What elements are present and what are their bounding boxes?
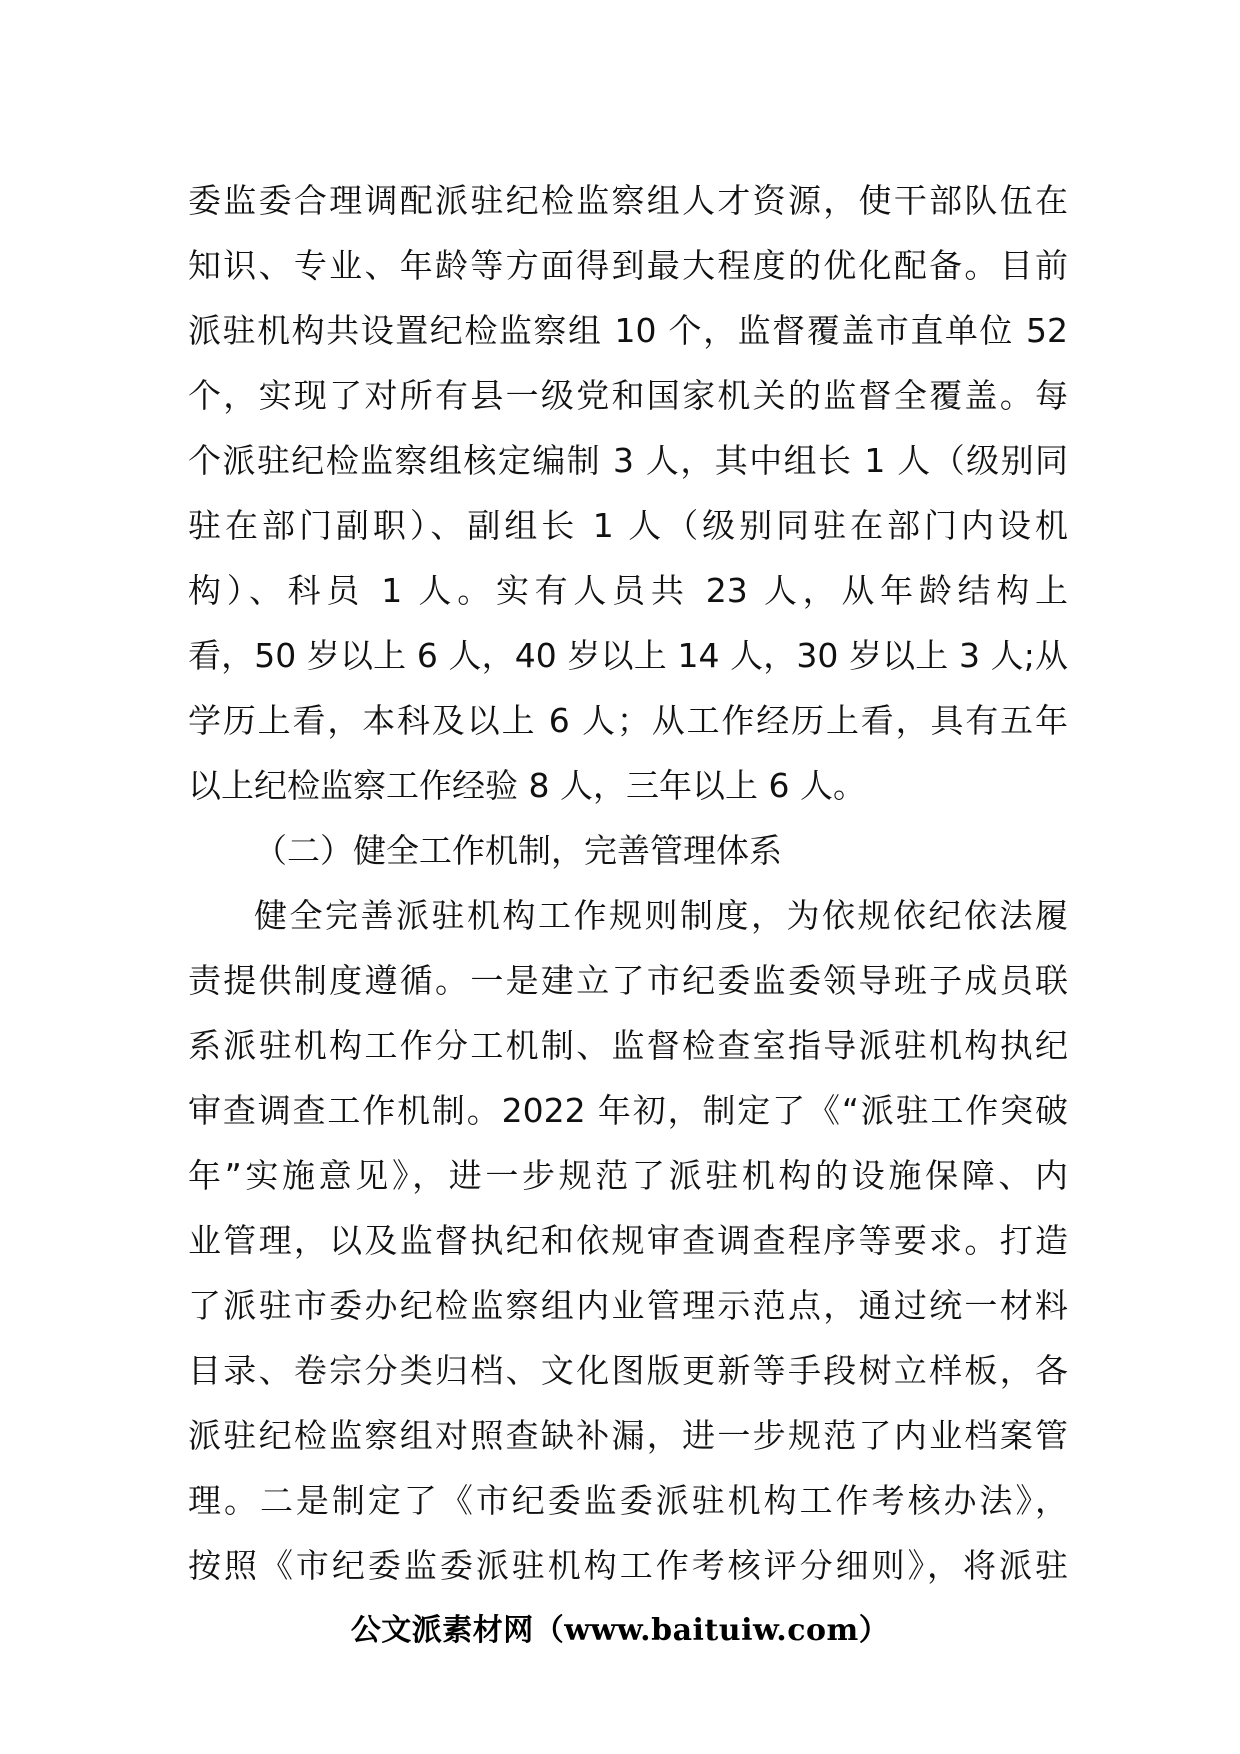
text-line: 个派驻纪检监察组核定编制 3 人，其中组长 1 人（级别同 (188, 441, 1068, 480)
text-line: 以上纪检监察工作经验 8 人，三年以上 6 人。 (188, 766, 866, 805)
text-line: 系派驻机构工作分工机制、监督检查室指导派驻机构执纪 (188, 1026, 1068, 1065)
text-line: 按照《市纪委监委派驻机构工作考核评分细则》，将派驻 (188, 1546, 1068, 1585)
footer-watermark: 公文派素材网（www.baituiw.com） (350, 1613, 890, 1648)
text-line: 责提供制度遵循。一是建立了市纪委监委领导班子成员联 (188, 961, 1068, 1000)
text-line: 健全完善派驻机构工作规则制度，为依规依纪依法履 (254, 896, 1068, 935)
text-line: 年”实施意见》，进一步规范了派驻机构的设施保障、内 (188, 1156, 1068, 1195)
text-line: 知识、专业、年龄等方面得到最大程度的优化配备。目前 (188, 246, 1068, 285)
text-line: 驻在部门副职）、副组长 1 人（级别同驻在部门内设机 (188, 506, 1068, 545)
text-line: 业管理，以及监督执纪和依规审查调查程序等要求。打造 (188, 1221, 1068, 1260)
text-line: 构）、科员 1 人。实有人员共 23 人，从年龄结构上 (188, 571, 1068, 610)
section-heading: （二）健全工作机制，完善管理体系 (254, 831, 782, 870)
text-line: 审查调查工作机制。2022 年初，制定了《“派驻工作突破 (188, 1091, 1068, 1130)
text-line: 了派驻市委办纪检监察组内业管理示范点，通过统一材料 (188, 1286, 1068, 1325)
text-line: 目录、卷宗分类归档、文化图版更新等手段树立样板，各 (188, 1351, 1068, 1390)
text-line: 委监委合理调配派驻纪检监察组人才资源，使干部队伍在 (188, 181, 1068, 220)
text-line: 理。二是制定了《市纪委监委派驻机构工作考核办法》， (188, 1481, 1068, 1520)
document-body (188, 168, 1068, 1598)
text-line: 派驻机构共设置纪检监察组 10 个，监督覆盖市直单位 52 (188, 311, 1068, 350)
text-line: 派驻纪检监察组对照查缺补漏，进一步规范了内业档案管 (188, 1416, 1068, 1455)
text-line: 个，实现了对所有县一级党和国家机关的监督全覆盖。每 (188, 376, 1068, 415)
text-line: 学历上看，本科及以上 6 人；从工作经历上看，具有五年 (188, 701, 1068, 740)
text-line: 看，50 岁以上 6 人，40 岁以上 14 人，30 岁以上 3 人;从 (188, 636, 1068, 675)
